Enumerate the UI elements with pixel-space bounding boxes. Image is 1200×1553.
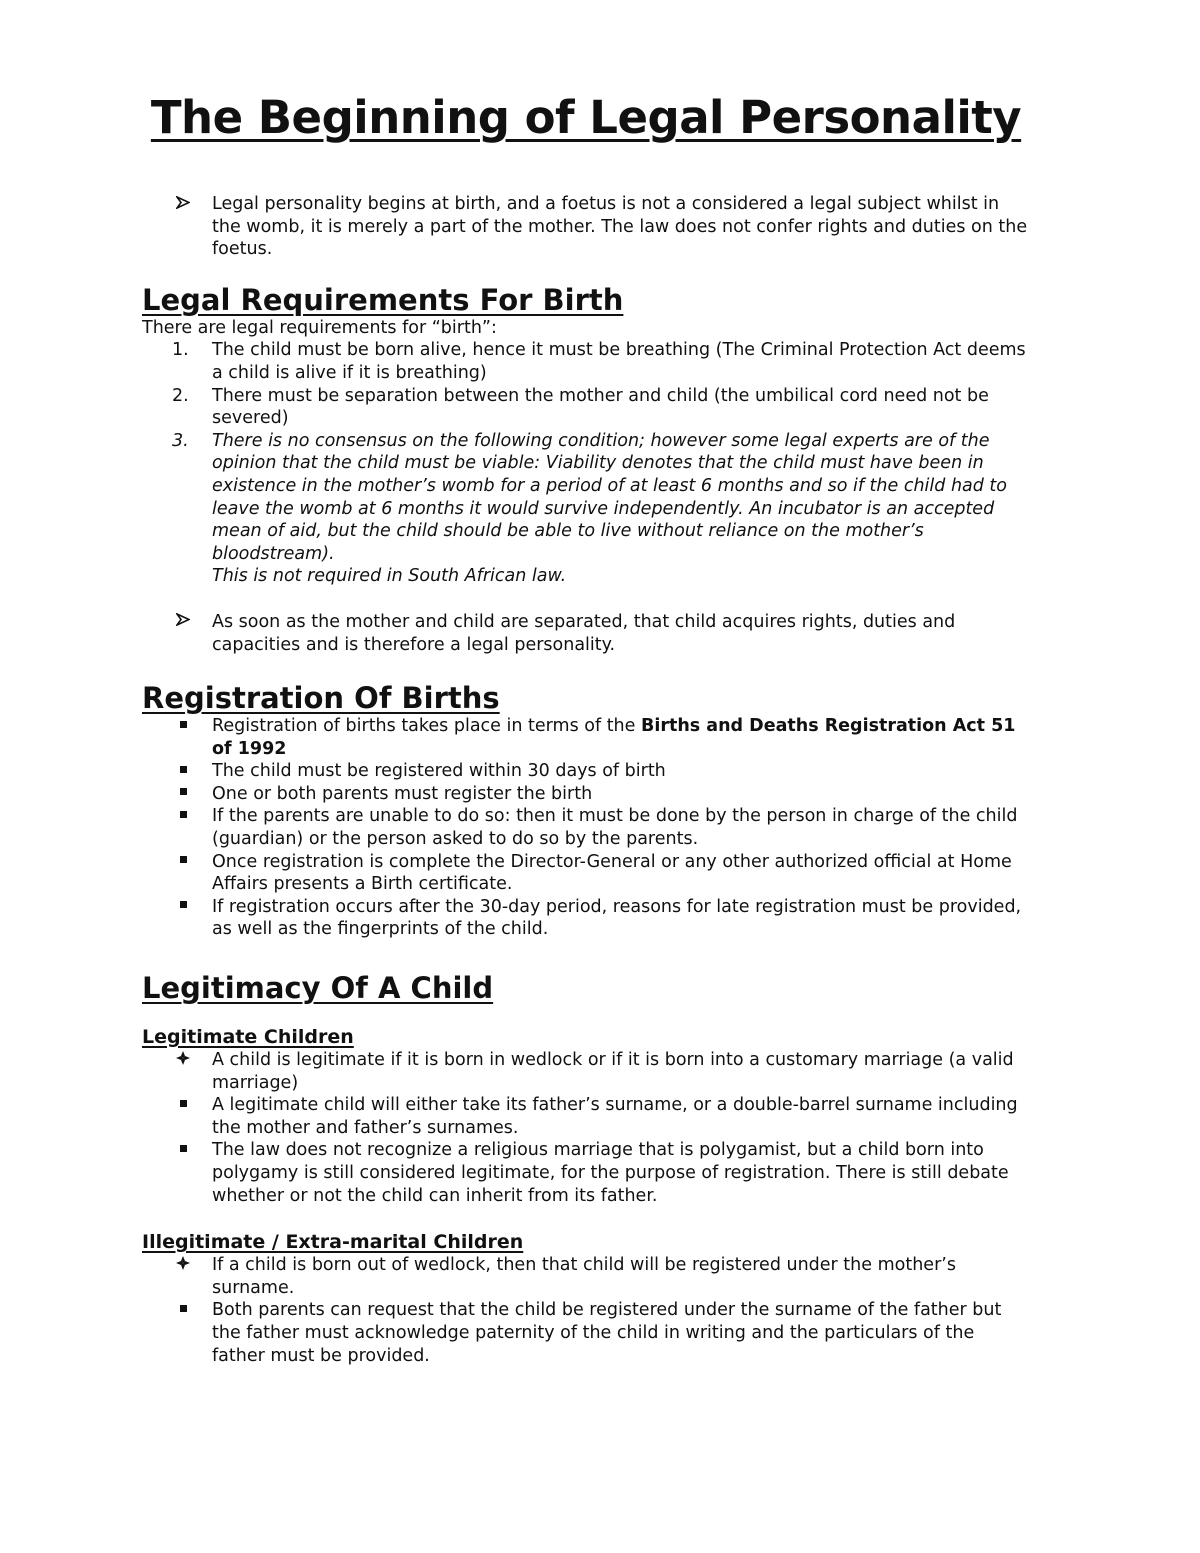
arrow-bullet-icon [176, 611, 206, 634]
list-item-text: The child must be registered within 30 days of birth [212, 761, 666, 782]
list-item-text: There is no consensus on the following condition; however some legal experts are of the opinion that the child must be viable: Viability denotes that the child must have been in existence in the mother’s womb for a period of at least 6 months and so if the child had to leave the womb at 6 months it would survive independently. An incubator is an accepted mean of aid, but the child should be able to live without reliance on the mother’s bloodstream). [212, 430, 1007, 564]
list-item-text: A legitimate child will either take its father’s surname, or a double-barrel surname including the mother and father’s surnames. [212, 1095, 1018, 1138]
list-item-note: This is not required in South African law. [212, 566, 567, 587]
requirements-list [142, 339, 1030, 588]
list-item [142, 805, 1030, 850]
page-title: The Beginning of Legal Personality [150, 91, 1022, 144]
list-item-text: The law does not recognize a religious marriage that is polygamist, but a child born into polygamy is still considered legitimate, for the purpose of registration. There is still debate whether or not the child can inherit from its father. [212, 1140, 1009, 1206]
list-number: 1. [172, 340, 189, 361]
square-bullet-icon [176, 1139, 206, 1162]
arrow-bullet-icon [176, 193, 206, 216]
square-bullet-icon [176, 896, 206, 919]
act-name: Births and Deaths Registration Act 51 of 1992 [212, 716, 1016, 759]
list-item-text: If the parents are unable to do so: then it must be done by the person in charge of the child (guardian) or the person asked to do so by the parents. [212, 806, 1018, 850]
square-bullet-icon [176, 760, 206, 783]
intro-text: Legal personality begins at birth, and a foetus is not a considered a legal subject whilst in the womb, it is merely a part of the mother. The law does not confer rights and duties on the foetus. [212, 194, 1028, 260]
list-item [142, 385, 1030, 430]
square-bullet-icon [176, 805, 206, 828]
list-number: 2. [172, 385, 189, 406]
subheading-illegitimate: Illegitimate / Extra-marital Children [142, 1231, 524, 1254]
list-item-text: One or both parents must register the birth [212, 783, 593, 804]
list-item [142, 1049, 1030, 1094]
square-bullet-icon [176, 715, 206, 738]
list-item-text: The child must be born alive, hence it must be breathing (The Criminal Protection Act deems a child is alive if it is breathing) [212, 340, 1026, 383]
diamond-bullet-icon [176, 1254, 206, 1277]
section-heading-registration: Registration Of Births [142, 681, 500, 716]
list-item [142, 760, 1030, 783]
square-bullet-icon [176, 1299, 206, 1322]
list-item [142, 715, 1030, 760]
diamond-bullet-icon [176, 1049, 206, 1072]
list-item [142, 1299, 1030, 1367]
square-bullet-icon [176, 851, 206, 874]
list-item-text: As soon as the mother and child are separated, that child acquires rights, duties and capacities and is therefore a legal personality. [212, 611, 956, 655]
list-item [142, 1254, 1030, 1299]
list-item-text: There must be separation between the mother and child (the umbilical cord need not be severed) [212, 385, 989, 429]
list-item [142, 896, 1030, 941]
list-item [142, 851, 1030, 896]
intro-list [142, 193, 1030, 261]
requirements-after-list [142, 611, 1030, 656]
section-heading-legitimacy: Legitimacy Of A Child [142, 971, 494, 1006]
legitimate-list [142, 1049, 1030, 1207]
list-item [142, 783, 1030, 806]
list-item-text: If a child is born out of wedlock, then that child will be registered under the mother’s surname. [212, 1255, 956, 1298]
list-item-text: If registration occurs after the 30-day period, reasons for late registration must be provided, as well as the fingerprints of the child. [212, 896, 1022, 940]
square-bullet-icon [176, 783, 206, 806]
section-heading-requirements: Legal Requirements For Birth [142, 282, 624, 317]
requirements-lead: There are legal requirements for “birth”: [142, 317, 497, 338]
subheading-legitimate: Legitimate Children [142, 1026, 354, 1049]
registration-list [142, 715, 1030, 941]
list-item [142, 1139, 1030, 1207]
list-item [142, 193, 1030, 261]
list-item-text: Both parents can request that the child be registered under the surname of the father but the father must acknowledge paternity of the child in writing and the particulars of the father must be provided. [212, 1300, 1002, 1366]
list-item-text: A child is legitimate if it is born in wedlock or if it is born into a customary marriage (a valid marriage) [212, 1050, 1014, 1093]
list-number: 3. [172, 430, 189, 451]
square-bullet-icon [176, 1094, 206, 1117]
list-item [142, 1094, 1030, 1139]
illegitimate-list [142, 1254, 1030, 1367]
list-item [142, 430, 1030, 588]
list-item-text: Registration of births takes place in terms of the [212, 716, 641, 737]
list-item [142, 611, 1030, 656]
list-item [142, 339, 1030, 384]
list-item-text: Once registration is complete the Director-General or any other authorized official at Home Affairs presents a Birth certificate. [212, 851, 1012, 895]
